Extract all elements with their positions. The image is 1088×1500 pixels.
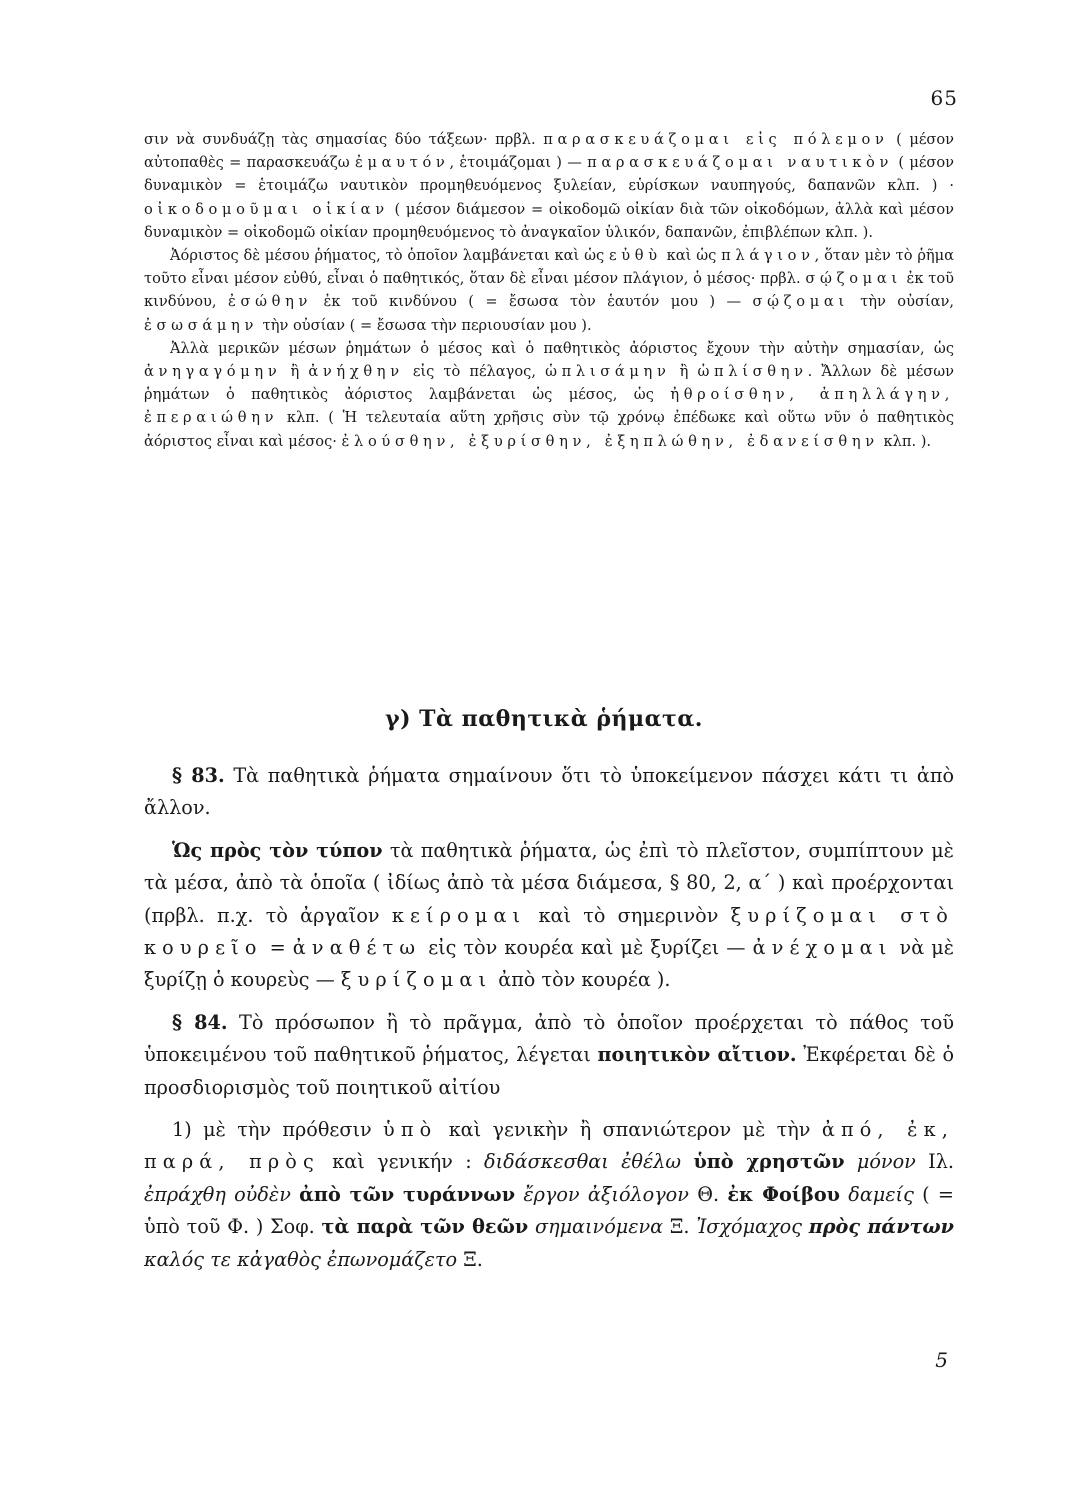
spaced-example: ἐλούσθην, ἐξυρίσθην, ἐξηπλώθην, ἐδανείσθην — [341, 432, 879, 450]
section-number: § 84. — [172, 1010, 228, 1034]
bold-agent: πρὸς πάντων — [808, 1215, 954, 1239]
text-run: ( μέσον δυναμικὸν = ἑτοιμάζω ναυτικὸν προμηθευόμενος ξυλείαν, εὑρίσκων ναυπηγούς, δαπανῶν κλπ. ) · — [144, 154, 954, 195]
section-heading: γ) Τὰ παθητικὰ ῥήματα. — [385, 706, 703, 732]
text-run: καὶ γενικήν : — [319, 1150, 485, 1174]
text-run: ἐκ τοῦ κινδύνου, — [144, 270, 955, 311]
text-run: σιν νὰ συνδυάζῃ τὰς σημασίας δύο τάξεων· πρβλ. — [144, 131, 544, 148]
text-run: , ὅταν μὲν τὸ ῥῆμα τοῦτο εἶναι μέσον εὐθύ, εἶναι ὁ παθητικός, ὅταν δὲ εἶναι μέσον πλάγιον, ὁ μέσος· πρβλ. — [144, 247, 954, 288]
spaced-example: εὐθὺ — [609, 247, 662, 265]
text-run: τὴν οὐσίαν, — [848, 293, 954, 311]
text-run: κλπ. ). — [878, 432, 932, 450]
text-run: Τὰ παθητικὰ ῥήματα σημαίνουν ὅτι τὸ ὑποκείμενον πάσχει κάτι τι ἀπὸ ἄλλον. — [144, 764, 954, 820]
spaced-example: παρασκευάζομαι εἰς πόλεμον — [543, 131, 889, 148]
text-run — [802, 1215, 809, 1238]
paragraph-middle-voice-combination — [144, 128, 954, 244]
italic-quote: σημαινόμενα — [534, 1215, 664, 1239]
spaced-example: οἰκοδομοῦμαι οἰκίαν — [144, 200, 389, 218]
paragraph-section-83 — [144, 760, 954, 825]
spaced-example: ἠθροίσθην, ἀπηλλάγην, ἐπεραιώθην — [144, 386, 955, 427]
text-run: ἢ — [281, 363, 309, 381]
paragraph-form — [144, 835, 954, 997]
text-run: ( μέσον διάμεσον = οἰκοδομῶ οἰκίαν διὰ τῶν οἰκοδόμων, ἀλλὰ καὶ μέσον δυναμικὸν = οἰκοδομῶ οἰκίαν προμηθευόμενος τὸ ἀναγκαῖον ὑλικόν, δαπανῶν, ἐπιβλέπων κλπ. ). — [144, 200, 954, 241]
text-run: Ιλ. — [915, 1150, 954, 1174]
spaced-example: ἐσώθην — [227, 293, 313, 311]
spaced-example: ἐμαυτόν — [355, 154, 450, 172]
text-run — [681, 1150, 693, 1173]
bold-agent: ἀπὸ τῶν τυράννων — [299, 1182, 516, 1206]
page-number: 65 — [930, 86, 958, 110]
bold-agent: ἐκ Φοίβου — [727, 1182, 840, 1206]
text-run: Ξ. — [663, 1215, 697, 1239]
spaced-example: ὡπλισάμην — [545, 363, 671, 381]
text-run: = — [262, 936, 293, 960]
upper-text-block — [144, 128, 954, 453]
text-run: ( = ὑπὸ τοῦ Φ. ) Σοφ. — [144, 1182, 954, 1239]
paragraph-aorist-middle — [144, 244, 954, 337]
text-run: ( μέσον αὐτοπαθὲς = παρασκευάζω — [144, 131, 954, 172]
paragraph-section-84 — [144, 1007, 954, 1104]
text-run: κλπ. ( Ἡ τελευταία αὕτη χρῆσις σὺν τῷ χρόνῳ ἐπέδωκε καὶ οὕτω νῦν ὁ παθητικὸς ἀόριστος εἶναι καὶ μέσος· — [144, 409, 954, 450]
text-run: καὶ γενικὴν ἢ σπανιώτερον μὲ τὴν — [437, 1118, 822, 1142]
spaced-example: πλάγιον — [721, 247, 815, 265]
text-run — [291, 1183, 299, 1206]
text-run: τὰ παθητικὰ ῥήματα, ὡς ἐπὶ τὸ πλεῖστον, συμπίπτουν μὲ τὰ μέσα, ἀπὸ τὰ ὁποῖα ( ἰδίως ἀπὸ τὰ μέσα διάμεσα, § 80, 2, α΄ ) καὶ προέρχονται (πρβλ. π.χ. τὸ ἀργαῖον — [144, 838, 954, 927]
text-run: . Ἄλλων δὲ μέσων ῥημάτων ὁ παθητικὸς ἀόριστος λαμβάνεται ὡς μέσος, ὡς — [144, 363, 954, 404]
bold-term: Ὡς πρὸς τὸν τύπον — [172, 838, 383, 862]
text-run: Ἐκφέρεται δὲ ὁ προσδιορισμὸς τοῦ ποιητικοῦ αἰτίου — [144, 1043, 955, 1099]
paragraph-item-1 — [144, 1114, 954, 1276]
text-run: Ἀλλὰ μερικῶν μέσων ῥημάτων ὁ μέσος καὶ ὁ παθητικὸς ἀόριστος ἔχουν τὴν αὐτὴν σημασίαν, ὡς — [170, 339, 954, 357]
text-run: Ξ. — [457, 1247, 483, 1271]
spaced-example: παρασκευάζομαι ναυτικὸν — [587, 154, 894, 172]
bold-term: ποιητικὸν αἴτιον. — [597, 1043, 797, 1067]
italic-quote: μόνον — [856, 1150, 916, 1174]
spaced-example: κείρομαι — [391, 903, 527, 927]
text-run: Θ. — [688, 1182, 728, 1206]
text-run: νὰ μὲ ξυρίζῃ ὁ κουρεὺς — — [144, 936, 955, 992]
text-run: ἀπὸ τὸν κουρέα ). — [492, 968, 671, 992]
italic-quote: δαμείς — [848, 1182, 914, 1206]
text-run — [528, 1215, 535, 1238]
spaced-example: ξυρίζομαι στὸ κουρεῖο — [144, 903, 954, 960]
spaced-example: ἐσωσάμην — [144, 316, 258, 334]
text-run: 1) μὲ τὴν πρόθεσιν — [172, 1118, 384, 1142]
spaced-example: ἀνέχομαι — [752, 936, 893, 960]
italic-quote: Ἰσχόμαχος — [696, 1215, 802, 1239]
section-number: § 83. — [172, 764, 225, 787]
italic-quote: καλός τε κἀγαθὸς ἐπωνομάζετο — [144, 1247, 458, 1271]
spaced-example: σῴζομαι — [805, 270, 902, 288]
text-run: εἰς τὸν κουρέα καὶ μὲ ξυρίζει — — [421, 936, 753, 960]
paragraph-passive-aorist — [144, 337, 954, 453]
text-run: Τὸ πρόσωπον ἢ τὸ πρᾶγμα, ἀπὸ τὸ ὁποῖον προέρχεται τὸ πάθος τοῦ ὑποκειμένου τοῦ παθητικοῦ ῥήματος, λέγεται — [144, 1010, 954, 1067]
spaced-example: ὡπλίσθην — [697, 363, 808, 381]
signature-mark: 5 — [935, 1348, 948, 1372]
spaced-example: ὑπὸ — [383, 1118, 438, 1142]
bold-agent: ὑπὸ χρηστῶν — [693, 1150, 845, 1174]
text-run: Ἀόριστος δὲ μέσου ῥήματος, τὸ ὁποῖον λαμβάνεται καὶ ὡς — [170, 247, 610, 265]
italic-quote: ἐπράχθη οὐδὲν — [144, 1182, 291, 1206]
text-run: , ἑτοιμάζομαι ) — — [449, 154, 588, 172]
text-run — [845, 1150, 857, 1173]
spaced-example: ἀπό, ἐκ, παρά, πρὸς — [144, 1118, 954, 1174]
text-run: καὶ ὡς — [661, 247, 722, 265]
spaced-example: ξυρίζομαι — [340, 968, 493, 992]
text-run: ἢ — [670, 363, 698, 381]
text-run: τὴν οὐσίαν ( = ἔσωσα τὴν περιουσίαν μου ). — [258, 316, 592, 334]
spaced-example: ἀναθέτω — [292, 936, 422, 960]
spaced-example: ἀνήχθην — [308, 363, 404, 381]
text-run: εἰς τὸ πέλαγος, — [403, 363, 546, 381]
spaced-example: σῴζομαι — [752, 293, 849, 311]
text-run: ἐκ τοῦ κινδύνου ( = ἔσωσα τὸν ἑαυτόν μου ) — — [312, 293, 753, 311]
italic-quote: ἔργον ἀξιόλογον — [523, 1182, 689, 1206]
italic-quote: διδάσκεσθαι ἐθέλω — [484, 1150, 682, 1174]
spaced-example: ἀνηγαγόμην — [144, 363, 282, 381]
text-run: καὶ τὸ σημερινὸν — [526, 903, 731, 927]
bold-agent: τὰ παρὰ τῶν θεῶν — [321, 1215, 529, 1239]
lower-text-block — [144, 760, 954, 1276]
